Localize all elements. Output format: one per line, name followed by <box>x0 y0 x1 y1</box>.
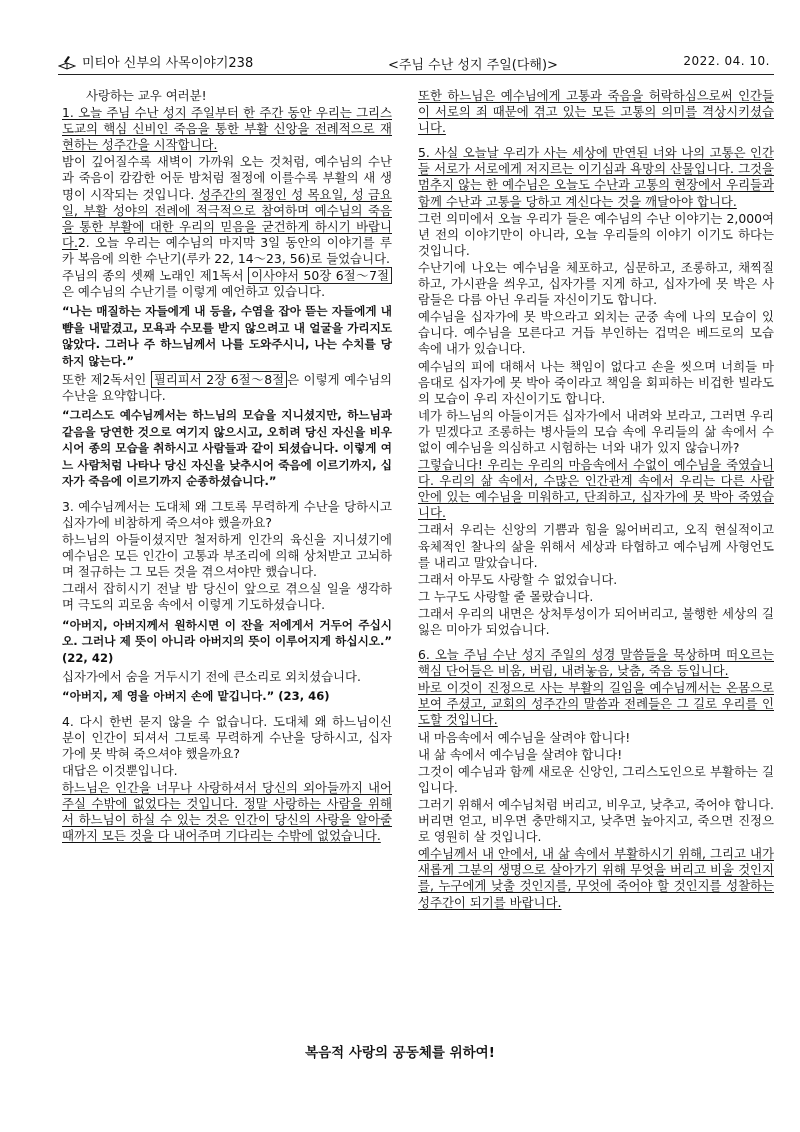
paragraph-text: 그래서 우리는 신앙의 기쁨과 힘을 잃어버리고, 오직 현실적이고 육체적인 찰나의 삶을 위해서 세상과 타협하고 예수님께 사형언도를 내리고 말았습니다. <box>418 522 774 570</box>
paragraph <box>418 211 774 259</box>
paragraph <box>418 606 774 638</box>
paragraph-text: 내 마음속에서 예수님을 살려야 합니다! <box>418 729 631 745</box>
header-liturgy-title: <주님 수난 성지 주일(다해)> <box>388 58 558 73</box>
paragraph-text: 그것이 예수님과 함께 새로운 신앙인, 그리스도인으로 부활하는 길입니다. <box>418 763 774 795</box>
paragraph-text: 그래서 우리의 내면은 상처투성이가 되어버리고, 불행한 세상의 길 잃은 미아가 되었습니다. <box>418 605 774 637</box>
emphasized-text: 하느님은 인간을 너무나 사랑하셔서 당신의 외아들까지 내어주실 수밖에 없었다는 것입니다. 정말 사랑하는 사람을 위해서 하느님이 하실 수 있는 것은 인간이 당신의 사랑을 알아줄 때까지 모든 것을 다 내어주며 기다리는 수밖에 없었습니다. <box>62 780 392 844</box>
paragraph <box>418 797 774 845</box>
scripture-reference: 필리피서 2장 6절～8절 <box>151 371 287 388</box>
scripture-quote: “아버지, 제 영을 아버지 손에 맡깁니다.” (23, 46) <box>62 689 330 704</box>
paragraph <box>418 359 774 407</box>
page-header <box>58 50 774 75</box>
paragraph <box>62 499 392 531</box>
paragraph <box>418 260 774 308</box>
emphasized-text: 그렇습니다! 우리는 우리의 마음속에서 수없이 예수님을 죽였습니다. 우리의 삶 속에서, 수많은 인간관계 속에서 우리는 다른 사람 안에 있는 예수님을 미워하고, 단죄하고, 십자가에 못 박아 죽였습니다. <box>418 457 774 521</box>
paragraph <box>418 680 774 728</box>
book-icon <box>58 54 76 70</box>
paragraph <box>418 589 774 605</box>
emphasized-text: 또한 하느님은 예수님에게 고통과 죽음을 허락하심으로써 인간들이 서로의 죄 때문에 겪고 있는 모든 고통의 의미를 격상시키셨습니다. <box>418 88 774 136</box>
paragraph-text: 그래서 아무도 사랑할 수 없었습니다. <box>418 571 618 587</box>
paragraph-text: 그래서 잡히시기 전날 밤 당신이 앞으로 겪으실 일을 생각하며 극도의 괴로움 속에서 이렇게 기도하셨습니다. <box>62 581 392 613</box>
header-title-group <box>58 52 253 71</box>
paragraph-text: 하느님의 아들이셨지만 철저하게 인간의 육신을 지니셨기에 예수님은 모든 인간이 고통과 부조리에 의해 상처받고 고뇌하며 절규하는 그 모든 것을 겪으셔야만 했습니다. <box>62 532 392 580</box>
paragraph-text: 내 삶 속에서 예수님을 살려야 합니다! <box>418 746 623 762</box>
paragraph-text: 3. 예수님께서는 도대체 왜 그토록 무력하게 수난을 당하시고 십자가에 비참하게 죽으셔야 했을까요? <box>62 498 392 530</box>
paragraph-text: 예수님을 십자가에 못 박으라고 외치는 군중 속에 나의 모습이 있습니다. 예수님을 모른다고 거듭 부인하는 겁먹은 베드로의 모습 속에 내가 있습니다. <box>418 309 774 357</box>
paragraph-text: 은 이렇게 예수님의 수난을 요약합니다. <box>62 372 393 404</box>
emphasized-text: 성주간의 절정인 성 목요일, 성 금요일, 부활 성야의 전례에 적극적으로 참여하며 예수님의 죽음을 통한 부활에 대한 우리의 믿음을 굳건하게 하시기 바랍니다. <box>62 186 392 250</box>
paragraph-text: 은 예수님의 수난기를 이렇게 예언하고 있습니다. <box>62 284 326 300</box>
scripture-quote: “나는 매질하는 자들에게 내 등을, 수염을 잡아 뜯는 자들에게 내 뺨을 내맡겼고, 모욕과 수모를 받지 않으려고 내 얼굴을 가리지도 않았다. 그러나 주 하느님께서 나를 도와주시니, 나는 수치를 당하지 않는다.” <box>62 304 392 368</box>
paragraph <box>418 846 774 910</box>
paragraph-text: 그런 의미에서 오늘 우리가 들은 예수님의 수난 이야기는 2,000여년 전의 이야기만이 아니라, 오늘 우리들의 이야기 이기도 하다는 것입니다. <box>418 210 774 258</box>
paragraph <box>62 714 392 762</box>
emphasized-text: 6. 오늘 주님 수난 성지 주일의 성경 말씀들을 묵상하며 떠오르는 핵심 단어들은 비움, 버림, 내려놓음, 낮춤, 죽음 등입니다. <box>418 647 774 679</box>
paragraph <box>62 581 392 613</box>
paragraph-text: 밤이 깊어질수록 새벽이 가까워 오는 것처럼, 예수님의 수난과 죽음이 캄캄한 어둔 밤처럼 절정에 이를수록 부활의 새 생명이 시작되는 것입니다. <box>62 154 392 202</box>
paragraph-text: 대답은 이것뿐입니다. <box>62 762 178 778</box>
paragraph <box>418 145 774 209</box>
paragraph <box>62 669 392 685</box>
paragraph <box>62 532 392 580</box>
paragraph-text: 수난기에 나오는 예수님을 체포하고, 심문하고, 조롱하고, 채찍질하고, 가시관을 씌우고, 십자가를 지게 하고, 십자가에 못 박은 사람들은 다름 아닌 우리들 자신이기도 합니다. <box>418 259 774 308</box>
emphasized-text: 1. 오늘 주님 수난 성지 주일부터 한 주간 동안 우리는 그리스도교의 핵심 신비인 죽음을 통한 부활 신앙을 전례적으로 재현하는 성주간을 시작합니다. <box>62 105 392 153</box>
footer-motto: 복음적 사랑의 공동체를 위하여! <box>305 1045 495 1061</box>
emphasized-text: 바로 이것이 진정으로 사는 부활의 길임을 예수님께서는 온몸으로 보여 주셨고, 교회의 성주간의 말씀과 전례들은 그 길로 우리를 인도할 것입니다. <box>418 680 774 728</box>
paragraph <box>62 154 392 267</box>
paragraph <box>62 268 392 300</box>
paragraph-text: 주님의 종의 셋째 노래인 제1독서 <box>62 268 249 284</box>
paragraph-text: 십자가에서 숨을 거두시기 전에 큰소리로 외치셨습니다. <box>62 669 361 685</box>
paragraph <box>418 730 774 746</box>
emphasized-text: 5. 사실 오늘날 우리가 사는 세상에 만연된 너와 나의 고통은 인간들 서로가 서로에게 저지르는 이기심과 욕망의 산물입니다. 그것을 멈추지 않는 한 예수님은 오늘도 수난과 고통의 현장에서 우리들과 함께 수난과 고통을 당하고 계신다는 것을 깨달아야 합니다. <box>418 145 774 209</box>
scripture-reference: 이사야서 50장 6절～7절 <box>248 267 392 284</box>
paragraph <box>418 88 774 136</box>
paragraph <box>62 780 392 844</box>
paragraph-text: 또한 제2독서인 <box>62 372 151 388</box>
paragraph-text: 그러기 위해서 예수님처럼 버리고, 비우고, 낮추고, 죽어야 합니다. 버리면 얻고, 비우면 충만해지고, 낮추면 높아지고, 죽으면 진정으로 영원히 살 것입니다. <box>418 796 774 845</box>
paragraph <box>62 105 392 153</box>
paragraph <box>418 522 774 570</box>
paragraph <box>418 647 774 679</box>
header-series-title: 미티아 신부의 사목이야기238 <box>82 56 254 71</box>
paragraph-text: 그 누구도 사랑할 줄 몰랐습니다. <box>418 588 594 604</box>
paragraph-text: 예수님의 피에 대해서 나는 책임이 없다고 손을 씻으며 너희들 마음대로 십자가에 못 박아 죽이라고 책임을 회피하는 비겁한 빌라도의 모습이 우리 자신이기도 합니다. <box>418 358 774 406</box>
paragraph <box>418 309 774 357</box>
right-column <box>418 88 774 912</box>
paragraph <box>418 457 774 521</box>
emphasized-text: 예수님께서 내 안에서, 내 삶 속에서 부활하시기 위해, 그리고 내가 새롭게 그분의 생명으로 살아가기 위해 무엇을 버리고 비울 것인지를, 누구에게 낮출 것인지를, 무엇에 죽어야 할 것인지를 성찰하는 성주간이 되기를 바랍니다. <box>418 846 774 910</box>
paragraph-text: 2. 오늘 우리는 예수님의 마지막 3일 동안의 이야기를 루카 복음에 의한 수난기(루카 22, 14～23, 56)로 들었습니다. <box>62 234 392 266</box>
paragraph <box>418 408 774 456</box>
scripture-quote: “아버지, 아버지께서 원하시면 이 잔을 저에게서 거두어 주십시오. 그러나 제 뜻이 아니라 아버지의 뜻이 이루어지게 하십시오.” (22, 42) <box>62 617 392 665</box>
paragraph <box>62 763 392 779</box>
paragraph <box>62 372 392 404</box>
scripture-quote: “그리스도 예수님께서는 하느님의 모습을 지니셨지만, 하느님과 같음을 당연한 것으로 여기지 않으시고, 오히려 당신 자신을 비우시어 종의 모습을 취하시고 사람들과 같이 되셨습니다. 이렇게 여느 사람처럼 나타나 당신 자신을 낮추시어 죽음에 이르기까지, 십자가 죽음에 이르기까지 순종하셨습니다.” <box>62 408 392 489</box>
paragraph <box>418 764 774 796</box>
left-column <box>62 88 392 845</box>
paragraph-text: 네가 하느님의 아들이거든 십자가에서 내려와 보라고, 그러면 우리가 믿겠다고 조롱하는 병사들의 모습 속에 우리들의 삶 속에서 수없이 예수님을 의심하고 시험하는 너와 내가 있지 않습니까? <box>418 407 774 455</box>
paragraph-text: 사랑하는 교우 여러분! <box>86 88 207 103</box>
paragraph <box>418 747 774 763</box>
paragraph <box>62 88 392 104</box>
header-date: 2022. 04. 10. <box>683 54 770 68</box>
paragraph <box>418 572 774 588</box>
paragraph-text: 4. 다시 한번 묻지 않을 수 없습니다. 도대체 왜 하느님이신 분이 인간이 되셔서 그토록 무력하게 수난을 당하시고, 십자가에 못 박혀 죽으셔야 했을까요? <box>62 713 392 761</box>
